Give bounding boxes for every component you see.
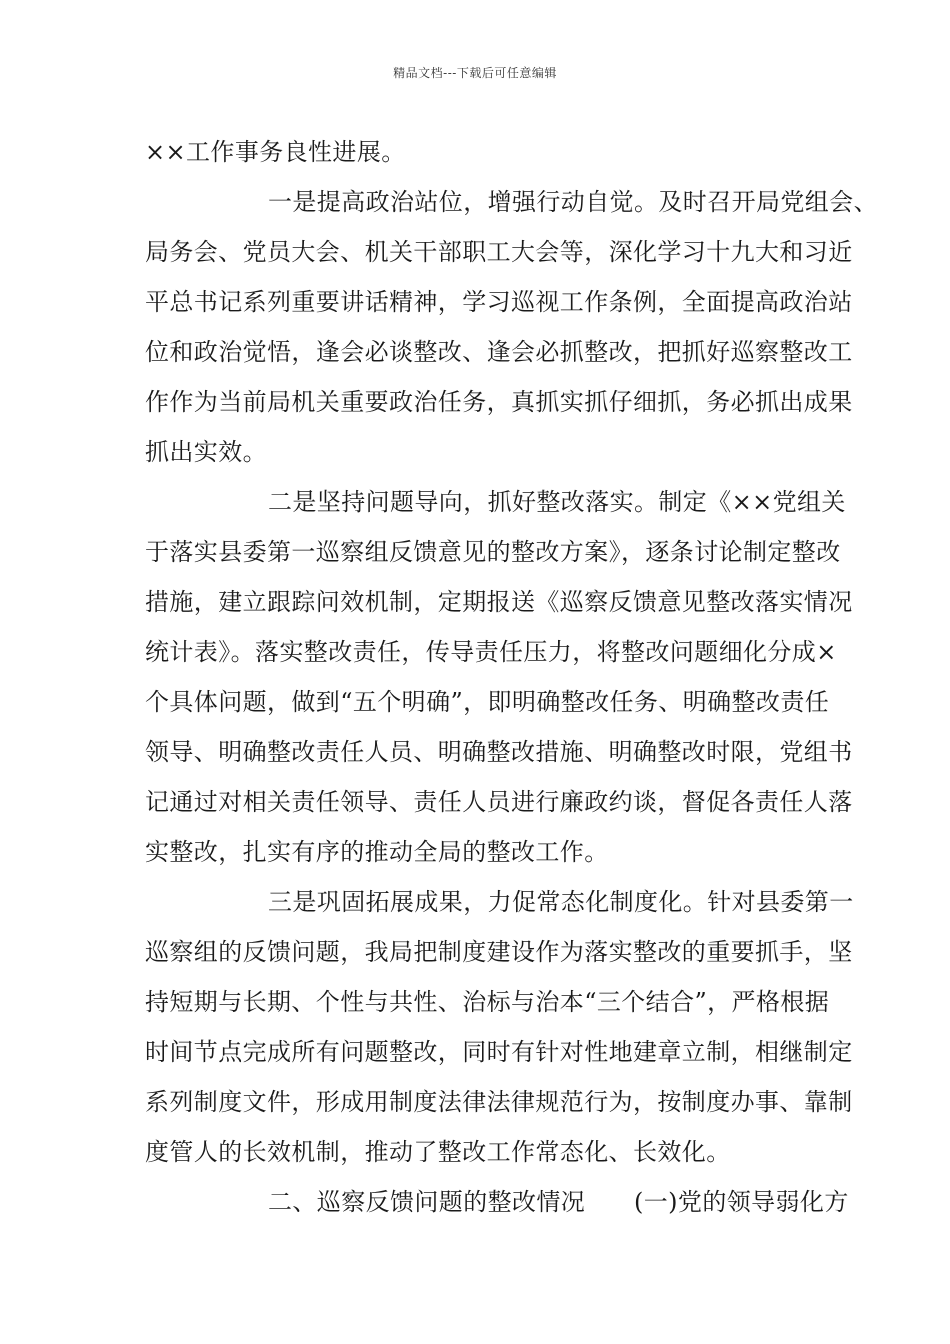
text-line: 持短期与长期、个性与共性、治标与治本“三个结合”，严格根据 (145, 988, 830, 1016)
text-line: 位和政治觉悟，逢会必谈整改、逢会必抓整改，把抓好巡察整改工 (145, 338, 853, 366)
text-line: 于落实县委第一巡察组反馈意见的整改方案》，逐条讨论制定整改 (145, 538, 841, 566)
text-line: 平总书记系列重要讲话精神，学习巡视工作条例，全面提高政治站 (145, 288, 853, 316)
text-line: 巡察组的反馈问题，我局把制度建设作为落实整改的重要抓手，坚 (145, 938, 853, 966)
text-line: 系列制度文件，形成用制度法律法律规范行为，按制度办事、靠制 (145, 1088, 853, 1116)
header-note: 精品文档---下载后可任意编辑 (393, 66, 557, 80)
text-line: 领导、明确整改责任人员、明确整改措施、明确整改时限，党组书 (145, 738, 853, 766)
text-line: 记通过对相关责任领导、责任人员进行廉政约谈，督促各责任人落 (145, 788, 853, 816)
paragraph-start-line: 三是巩固拓展成果，力促常态化制度化。针对县委第一 (268, 888, 854, 916)
text-line: 措施，建立跟踪问效机制，定期报送《巡察反馈意见整改落实情况 (145, 588, 853, 616)
text-line: 局务会、党员大会、机关干部职工大会等，深化学习十九大和习近 (145, 238, 853, 266)
text-line: 实整改，扎实有序的推动全局的整改工作。 (145, 838, 609, 866)
text-line: 度管人的长效机制，推动了整改工作常态化、长效化。 (145, 1138, 731, 1166)
section-heading-line: 二、巡察反馈问题的整改情况 (一)党的领导弱化方 (268, 1188, 849, 1216)
text-line: 抓出实效。 (145, 438, 267, 466)
paragraph-start-line: 二是坚持问题导向，抓好整改落实。制定《××党组关 (268, 488, 846, 516)
text-line: 作作为当前局机关重要政治任务，真抓实抓仔细抓，务必抓出成果 (145, 388, 853, 416)
text-line: ××工作事务良性进展。 (145, 138, 406, 166)
text-line: 时间节点完成所有问题整改，同时有针对性地建章立制，相继制定 (145, 1038, 853, 1066)
paragraph-start-line: 一是提高政治站位，增强行动自觉。及时召开局党组会、 (268, 188, 878, 216)
text-line: 统计表》。落实整改责任，传导责任压力，将整改问题细化分成× (145, 638, 837, 666)
text-line: 个具体问题，做到“五个明确”，即明确整改任务、明确整改责任 (145, 688, 830, 716)
